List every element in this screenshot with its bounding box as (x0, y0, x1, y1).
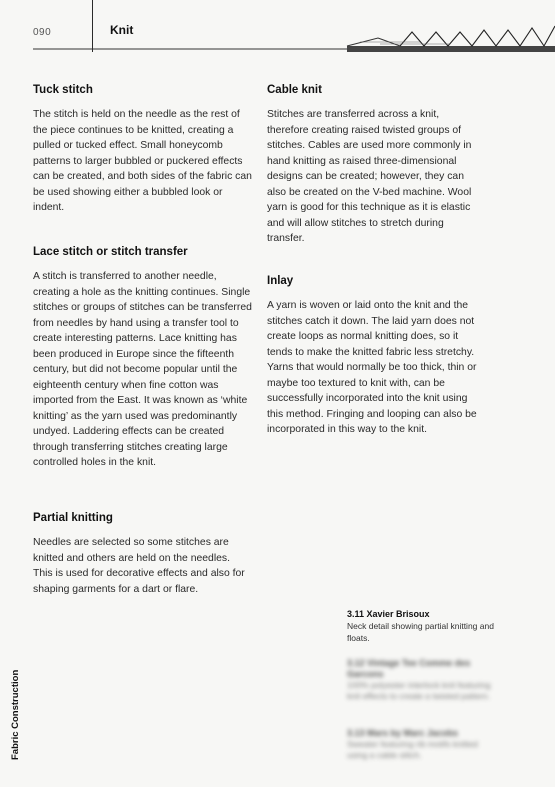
blurred-caption-text: Sweater featuring rib motifs knitted using a cable stitch. (347, 739, 478, 760)
caption-text: Neck detail showing partial knitting and floats. (347, 621, 494, 643)
section-cable-knit (267, 84, 479, 247)
section-lace-stitch (33, 246, 255, 471)
section-inlay (267, 275, 482, 438)
section-heading: Cable knit (267, 84, 322, 96)
side-section-label: Fabric Construction (10, 669, 21, 760)
section-heading: Partial knitting (33, 512, 113, 524)
section-partial-knitting (33, 512, 247, 597)
section-body: Stitches are transferred across a knit, therefore creating raised twisted groups of stitches. Cables are used more commonly in hand knitting as raised three-dimensional designs can be created; however, they can also be created on the V-bed machine. Wool yarn is good for this technique as it is elastic and will allow stitches to stretch during transfer. (267, 109, 472, 244)
page-number: 090 (33, 27, 52, 38)
section-body: A stitch is transferred to another needle, creating a hole as the knitting continues. Single stitches or groups of stitches can be transferred from needles by hand using a transfer tool to create interesting patterns. Lace knitting has been produced in Europe since the fifteenth century, but did not become popular until the eighteenth century when fine cotton was imported from the East. It was known as ‘white knitting’ as the yarn used was predominantly undyed. Laddering effects can be created through transferring stitches creating large controlled holes in the knit. (33, 271, 252, 468)
section-body: The stitch is held on the needle as the rest of the piece continues to be knitted, creating a pulled or tucked effect. Small honeycomb patterns to larger bubbled or puckered effects can be created, and both sides of the fabric can be used showing either a bubbled look or indent. (33, 109, 252, 213)
section-heading: Inlay (267, 275, 294, 287)
blurred-caption-1 (347, 658, 497, 702)
section-body: A yarn is woven or laid onto the knit and the stitches catch it down. The laid yarn does not create loops as normal knitting does, so it tends to make the knitted fabric less stretchy. Yarns that would normally be too thick, thin or maybe too textured to knit with, can be successfully incorporated into the knit using this method. Fringing and looping can also be incorporated in this way to the knit. (267, 300, 477, 435)
section-heading: Lace stitch or stitch transfer (33, 246, 188, 258)
chapter-title: Knit (110, 23, 134, 37)
header-knit-zigzag-graphic (0, 20, 555, 56)
blurred-caption-title: 3.12 Vintage Tee Comme des Garcons (347, 658, 471, 679)
blurred-caption-text: 100% polyester interlock knit featuring knit effects to create a twisted pattern. (347, 680, 491, 701)
section-heading: Tuck stitch (33, 84, 93, 96)
caption-title: 3.11 Xavier Brisoux (347, 609, 430, 619)
blurred-caption-2 (347, 728, 497, 761)
section-tuck-stitch (33, 84, 255, 216)
section-body: Needles are selected so some stitches are knitted and others are held on the needles. This is used for decorative effects and also for shaping garments for a dart or flare. (33, 537, 245, 595)
blurred-caption-title: 3.13 Mars by Marc Jacobs (347, 728, 459, 738)
